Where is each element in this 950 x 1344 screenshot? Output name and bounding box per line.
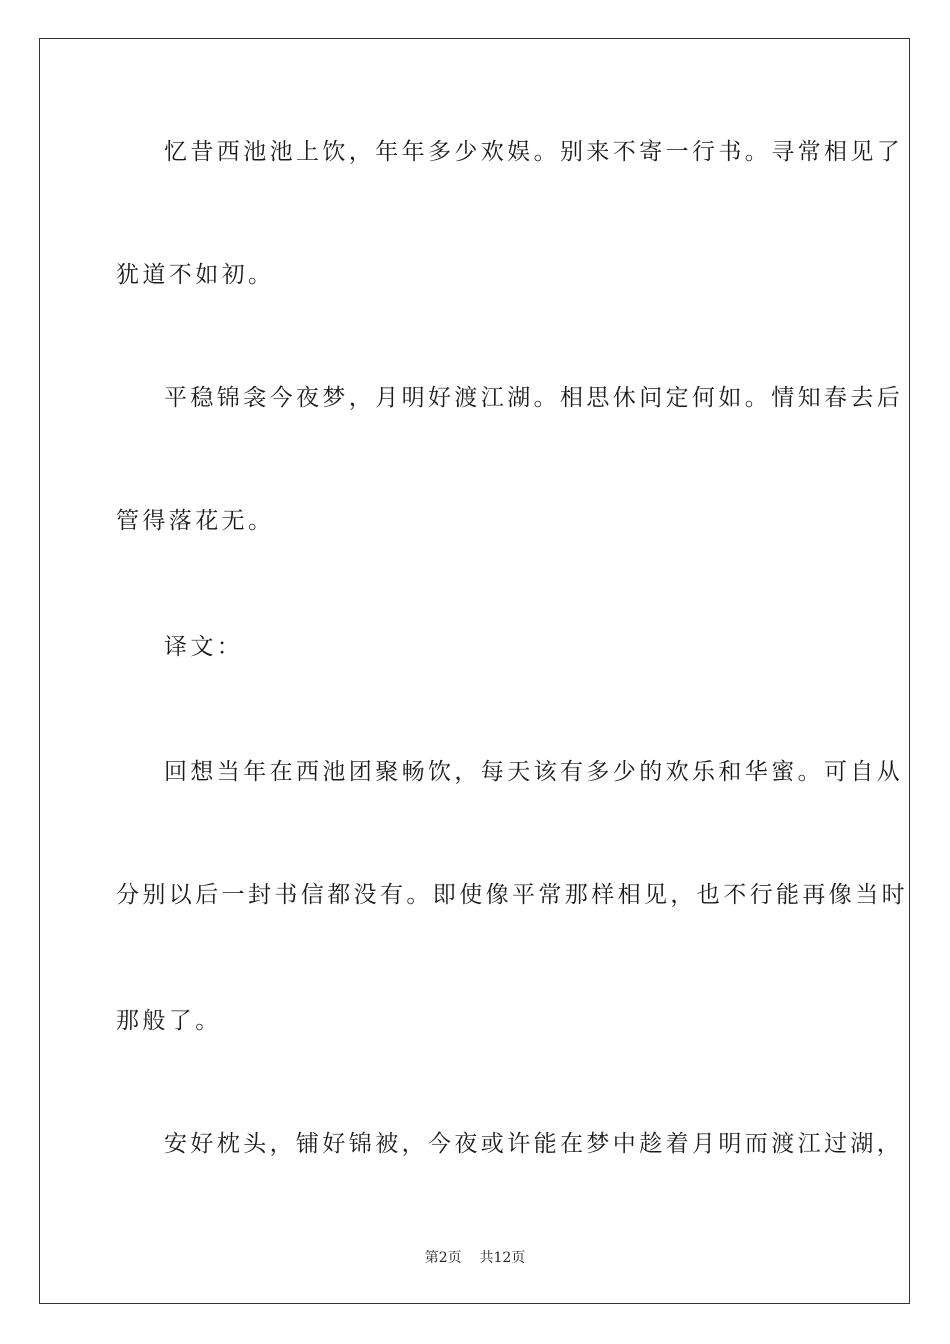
poem-line-1: 忆昔西池池上饮，年年多少欢娱。别来不寄一行书。寻常相见了 <box>164 139 904 165</box>
page-number-footer: 第2页 共12页 <box>424 1250 526 1266</box>
poem-line-1-cont: 犹道不如初。 <box>116 262 275 288</box>
page-border <box>39 38 910 1304</box>
translation-paragraph-1-line-3: 那般了。 <box>116 1008 222 1034</box>
poem-line-2: 平稳锦衾今夜梦，月明好渡江湖。相思休问定何如。情知春去后 <box>164 385 904 411</box>
translation-paragraph-1-line-1: 回想当年在西池团聚畅饮，每天该有多少的欢乐和华蜜。可自从 <box>164 759 904 785</box>
translation-heading: 译文： <box>164 634 244 660</box>
translation-paragraph-1-line-2: 分别以后一封书信都没有。即使像平常那样相见，也不行能再像当时 <box>116 882 908 908</box>
poem-line-2-cont: 管得落花无。 <box>116 508 275 534</box>
translation-paragraph-2-line-1: 安好枕头，铺好锦被，今夜或许能在梦中趁着月明而渡江过湖， <box>164 1131 904 1157</box>
